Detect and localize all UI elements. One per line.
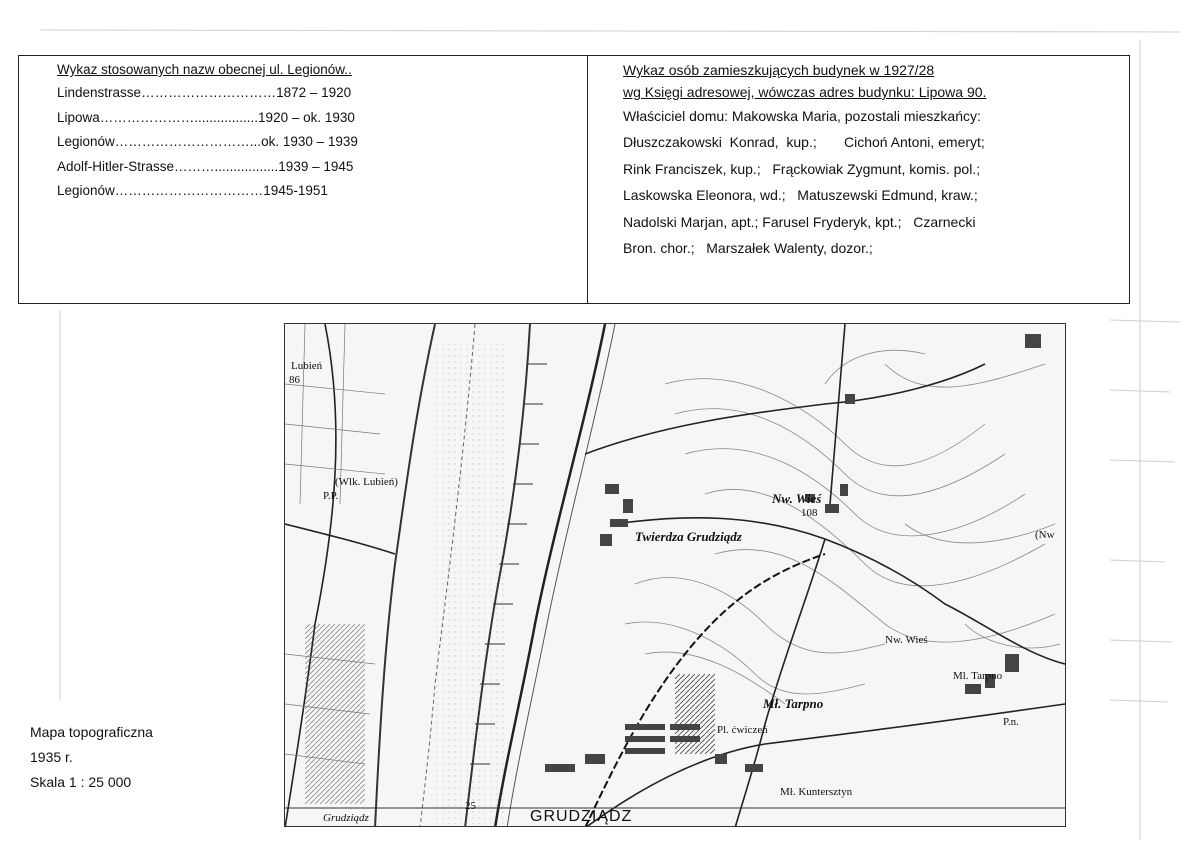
resident-line: Bron. chor.; Marszałek Walenty, dozor.; <box>623 239 873 256</box>
info-table <box>18 55 1130 304</box>
map-label-grid-25: 25 <box>465 800 476 812</box>
map-label-nw-wies: Nw. Wieś <box>772 491 822 506</box>
residents-section <box>623 59 1123 261</box>
map-label-lubien: Lubień <box>291 360 323 372</box>
map-label-lubien-number: 86 <box>289 374 300 386</box>
street-name-row: Lipowa………………….................1920 – ok. 1930 <box>57 109 355 125</box>
resident-line: Nadolski Marjan, apt.; Farusel Fryderyk, kpt.; Czarnecki <box>623 213 976 230</box>
legend-year: 1935 r. <box>30 749 73 765</box>
river-bank-west <box>375 324 435 827</box>
map-label-ml-kuntersztyn: Mł. Kuntersztyn <box>780 786 853 798</box>
street-names-title: Wykaz stosowanych nazw obecnej ul. Legionów.. <box>57 62 352 77</box>
map-legend <box>30 720 153 795</box>
contour-lines <box>625 350 1060 704</box>
resident-line: Właściciel domu: Makowska Maria, pozostali mieszkańcy: <box>623 108 981 124</box>
legend-map-type: Mapa topograficzna <box>30 724 153 740</box>
street-names-section <box>57 59 577 204</box>
map-drawing <box>285 324 1066 827</box>
street-name-row: Lindenstrasse…………………………1872 – 1920 <box>57 85 352 100</box>
escarpment <box>495 324 605 827</box>
map-label-twierdza: Twierdza Grudziądz <box>635 529 742 544</box>
map-label-pp: P.P. <box>323 490 339 502</box>
resident-line: Dłuszczakowski Konrad, kup.; Cichoń Antoni, emeryt; <box>623 134 985 151</box>
topographic-map <box>284 323 1066 827</box>
street-name-row: Legionów……………………………1945-1951 <box>57 183 328 199</box>
map-label-nw-wies-number: 108 <box>801 507 818 519</box>
map-label-grudziadz-margin: Grudziądz <box>323 812 369 824</box>
street-name-row: Adolf-Hitler-Strasse……….................1939 – 1945 <box>57 158 354 174</box>
map-label-nw: (Nw <box>1035 529 1055 541</box>
map-label-ml-tarpno: Ml. Tarpno <box>953 670 1003 682</box>
map-label-pn: P.n. <box>1003 716 1019 728</box>
column-divider <box>587 56 588 303</box>
resident-line: Laskowska Eleonora, wd.; Matuszewski Edmund, kraw.; <box>623 187 978 204</box>
resident-line: Rink Franciszek, kup.; Frąckowiak Zygmunt, komis. pol.; <box>623 160 981 177</box>
drill-ground <box>675 674 715 754</box>
map-label-wlk-lubien: (Wlk. Lubień) <box>335 476 398 488</box>
legend-scale: Skala 1 : 25 000 <box>30 774 132 790</box>
residents-title-line1: Wykaz osób zamieszkujących budynek w 1927/28 <box>623 62 935 78</box>
map-label-grudziadz: GRUDZIĄDZ <box>530 808 633 825</box>
map-label-ml-tarpno-big: Mł. Tarpno <box>763 696 824 711</box>
street-name-row: Legionów…………………………...ok. 1930 – 1939 <box>57 134 358 150</box>
map-label-nw-wies-small: Nw. Wieś <box>885 634 928 646</box>
map-label-pl-cwiczen: Pl. ćwiczeń <box>717 724 768 736</box>
residents-title-line2: wg Księgi adresowej, wówczas adres budynku: Lipowa 90. <box>623 84 987 100</box>
